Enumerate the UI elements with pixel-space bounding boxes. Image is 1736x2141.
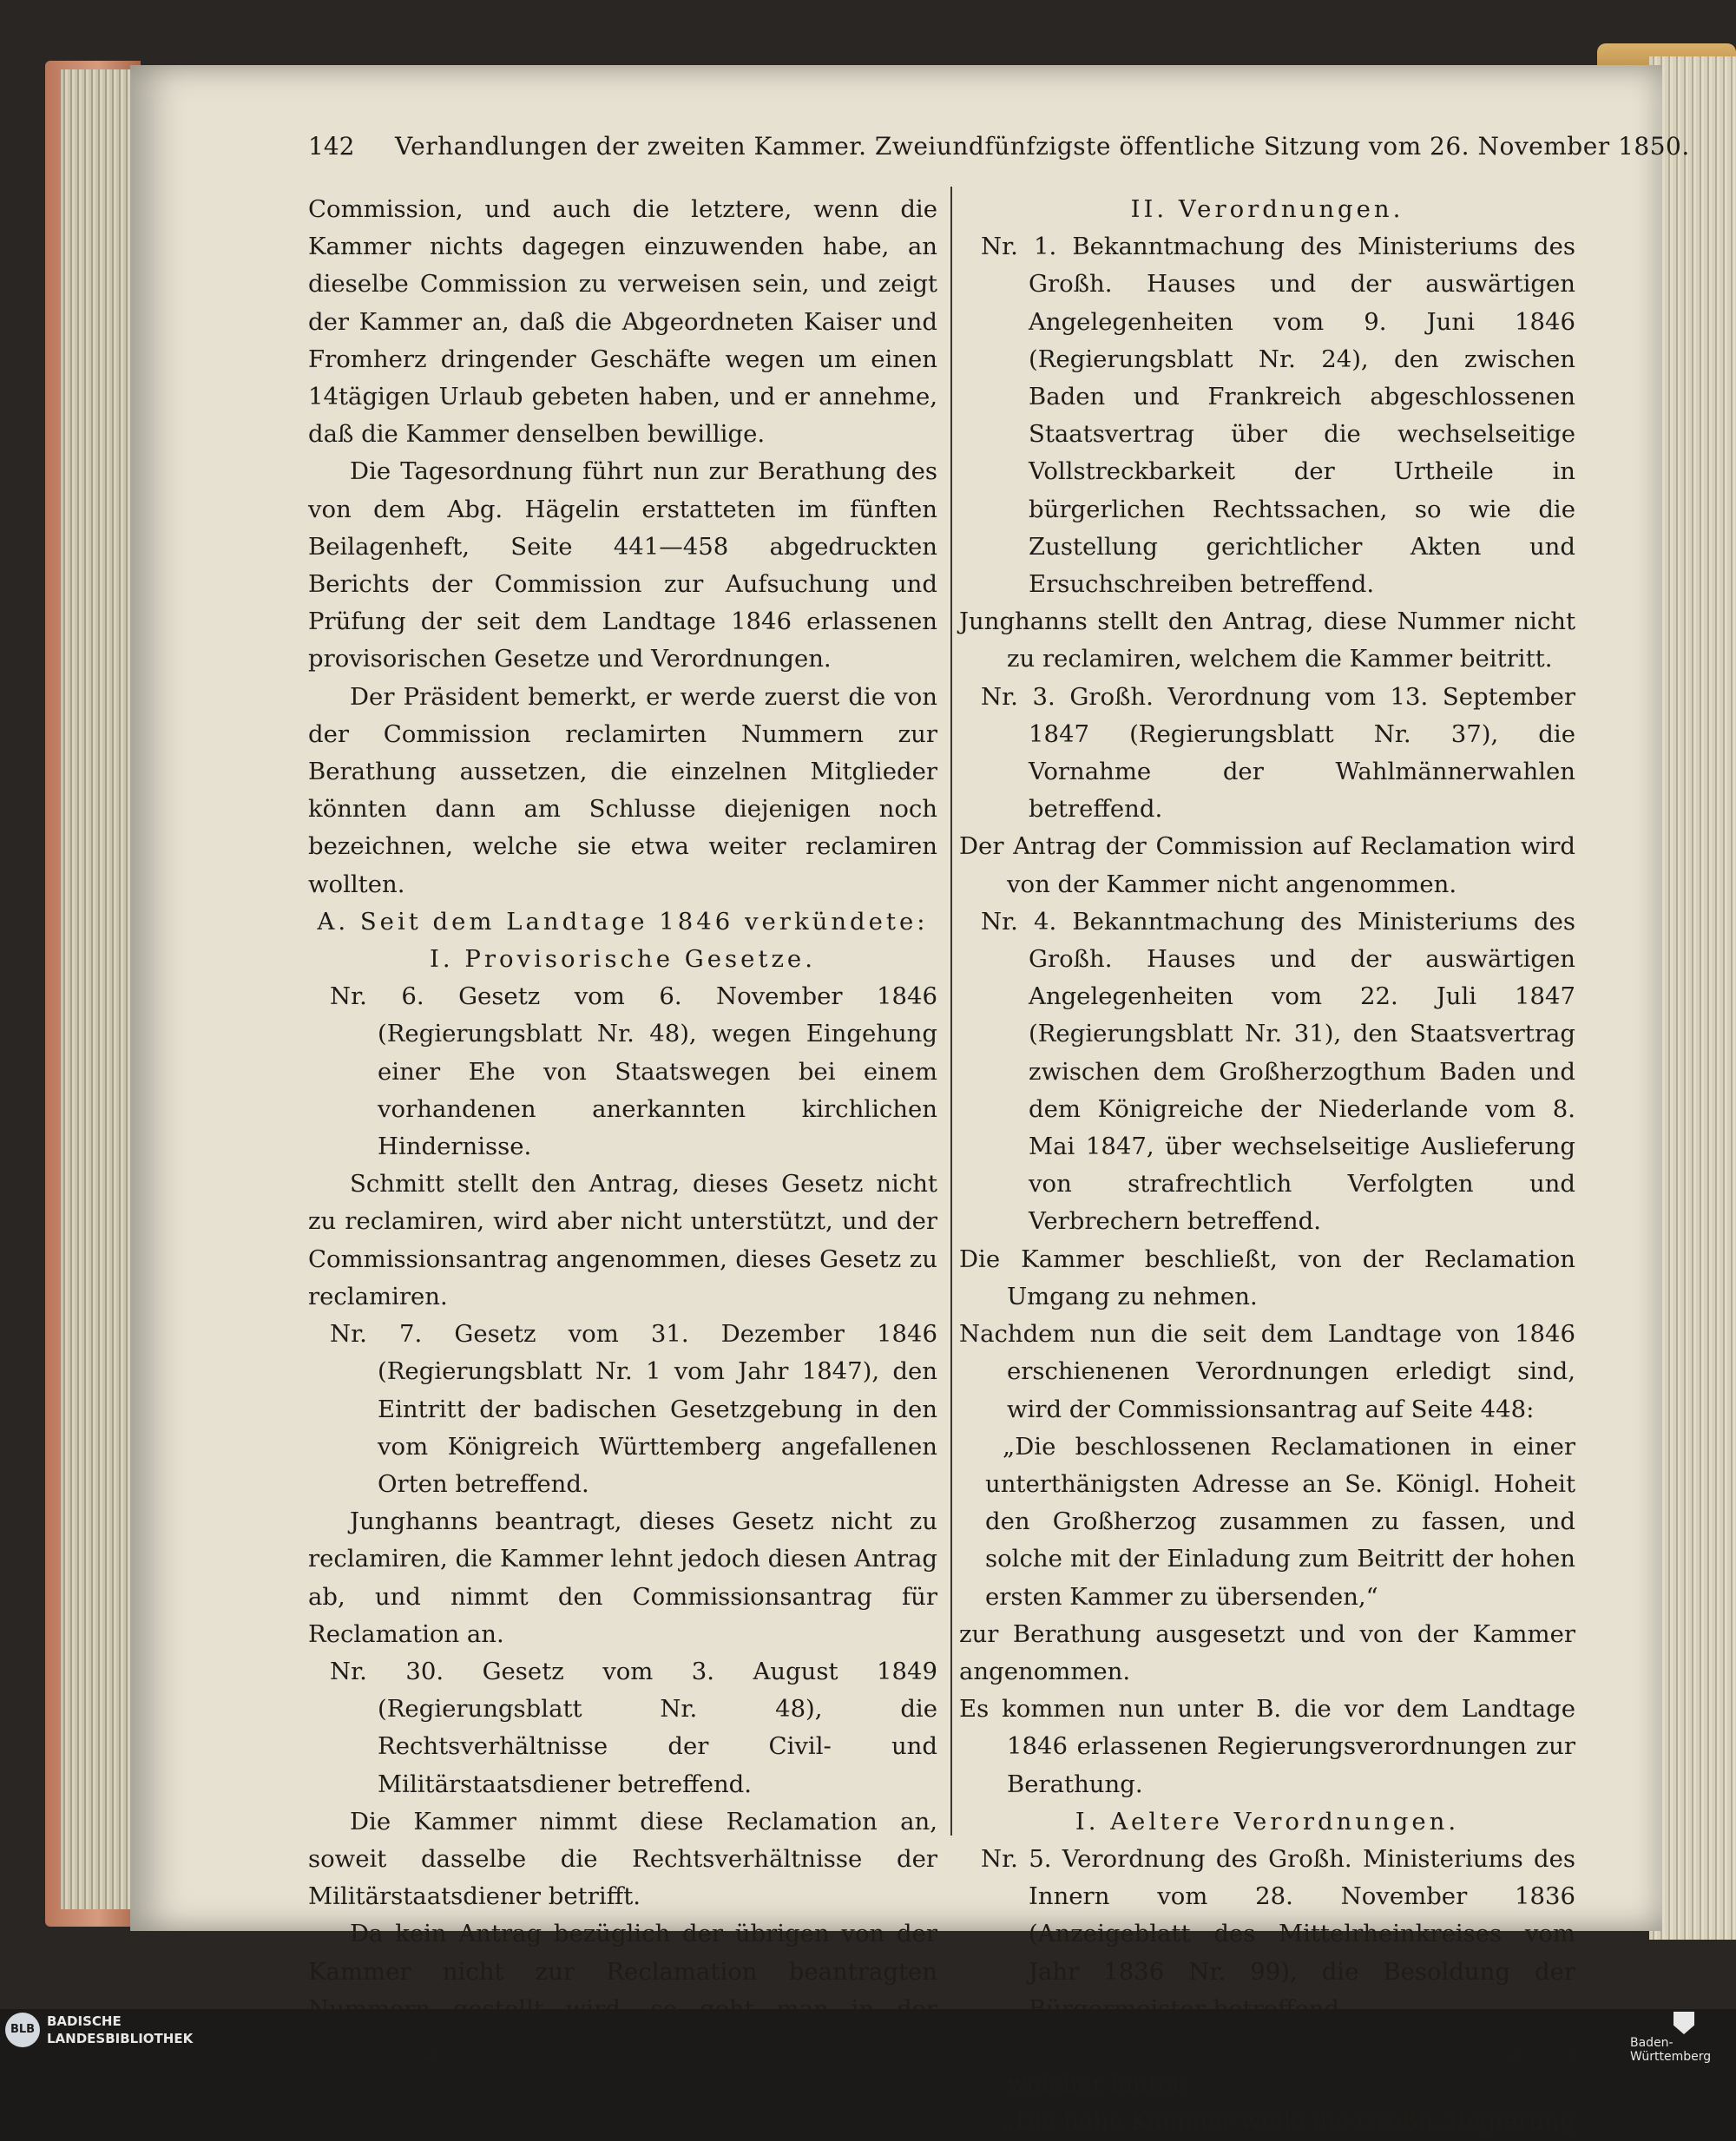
- list-item: Nr. 7. Gesetz vom 31. Dezember 1846 (Regierungsblatt Nr. 1 vom Jahr 1847), den Eintritt der badischen Gesetzgebung in den vom Königreich Württemberg angefallenen Orten betreffend.: [330, 1320, 937, 1498]
- page-edges-right: [1649, 56, 1736, 1940]
- right-column: [959, 191, 1575, 2141]
- list-item: Nr. 6. Gesetz vom 6. November 1846 (Regierungsblatt Nr. 48), wegen Eingehung einer Ehe von Staatswegen bei einem vorhandenen anerkannten kirchlichen Hindernisse.: [330, 982, 937, 1161]
- library-name: [47, 2013, 193, 2047]
- paragraph: Der Präsident bemerkt, er werde zuerst die von der Commission reclamirten Nummern zur Berathung aussetzen, die einzelnen Mitglieder könnten dann am Schlusse diejenigen noch bezeichnen, welche sie etwa weiter reclamiren wollten.: [308, 682, 937, 898]
- list-item: Nr. 4. Bekanntmachung des Ministeriums des Großh. Hauses und der auswärtigen Angelegenheiten vom 22. Juli 1847 (Regierungsblatt Nr. 31), den Staatsvertrag zwischen dem Großherzogthum Baden und dem Königreiche der Niederlande vom 8. Mai 1847, über wechselseitige Auslieferung von strafrechtlich Verfolgten und Verbrechern betreffend.: [981, 907, 1575, 1236]
- section-heading: II. Verordnungen.: [1130, 195, 1404, 223]
- page-edges-left: [61, 69, 135, 1909]
- quotation: „Die beschlossenen Reclamationen in einer unterthänigsten Adresse an Se. Königl. Hoheit den Großherzog zusammen zu fassen, und solche mit der Einladung zum Beitritt der hohen ersten Kammer zu übersenden,“: [985, 1432, 1575, 1611]
- quotation: „Die hohe Kammer wolle die Großh. Regierung: [1003, 2107, 1575, 2136]
- state-label: Baden-Württemberg: [1630, 2036, 1712, 2064]
- list-item: Nr. 3. Großh. Verordnung vom 13. September 1847 (Regierungsblatt Nr. 37), die Vornahme der Wahlmännerwahlen betreffend.: [981, 682, 1575, 824]
- paragraph: Schmitt stellt den Antrag, dieses Gesetz nicht zu reclamiren, wird aber nicht unterstützt, und der Commissionsantrag angenommen, dieses Gesetz zu reclamiren.: [308, 1170, 937, 1310]
- header-title: Verhandlungen der zweiten Kammer. Zweiundfünfzigste öffentliche Sitzung vom 26. November 1850.: [395, 132, 1690, 161]
- running-header: [308, 132, 1690, 168]
- list-item: Nr. 5. Verordnung des Großh. Ministeriums des Innern vom 28. November 1836 (Anzeigeblatt des Mittelrheinkreises vom Jahr 1836 Nr. 99), die Besoldung der: [981, 1844, 1575, 1986]
- section-heading: I. Provisorische Gesetze.: [430, 945, 816, 974]
- paragraph: Der Antrag der Commission auf Reclamation wird von der Kammer nicht angenommen.: [959, 832, 1575, 898]
- paragraph: Junghanns stellt den Antrag, diese Nummer nicht zu reclamiren, welchem die Kammer beitritt.: [959, 607, 1575, 673]
- left-column: [308, 191, 937, 2065]
- column-divider: [950, 187, 952, 1836]
- blb-logo-icon[interactable]: BLB: [5, 2013, 40, 2047]
- page-number: 142: [308, 132, 355, 161]
- section-heading: A. Seit dem Landtage 1846 verkündete:: [317, 907, 929, 936]
- paragraph: Commission, und auch die letztere, wenn die Kammer nichts dagegen einzuwenden habe, an dieselbe Commission zu verweisen sein, und zeigt der Kammer an, daß die Abgeordneten Kaiser und Fromherz dringender Geschäfte wegen um einen 14tägigen Urlaub gebeten haben, und er annehme, daß die Kammer denselben bewillige.: [308, 195, 937, 449]
- paragraph: Die Tagesordnung führt nun zur Berathung des von dem Abg. Hägelin erstatteten im fünften Beilagenheft, Seite 441—458 abgedruckten Berichts der Commission zur Aufsuchung und Prüfung der seit dem Landtage 1846 erlassenen provisorischen Gesetze und Verordnungen.: [308, 457, 937, 673]
- library-name-line2: LANDESBIBLIOTHEK: [47, 2031, 194, 2046]
- paragraph: Es kommen nun unter B. die vor dem Landtage 1846 erlassenen Regierungsverordnungen zur Berathung.: [959, 1695, 1575, 1798]
- paragraph: Nachdem nun die seit dem Landtage von 1846 erschienenen Verordnungen erledigt sind, wird der Commissionsantrag auf Seite 448:: [959, 1320, 1575, 1423]
- paragraph: Die Kammer beschließt, von der Reclamation Umgang zu nehmen.: [959, 1245, 1575, 1310]
- section-heading: I. Aeltere Verordnungen.: [1075, 1807, 1460, 1836]
- paragraph: zur Berathung ausgesetzt und von der Kammer angenommen.: [959, 1619, 1575, 1685]
- paragraph: Die Kammer nimmt diese Reclamation an, soweit dasselbe die Rechtsverhältnisse der Militärstaatsdiener betrifft.: [308, 1807, 937, 1911]
- library-name-line1: BADISCHE: [47, 2013, 122, 2029]
- paragraph: welcher lautet:: [1007, 2070, 1190, 2098]
- paragraph: Junghanns beantragt, dieses Gesetz nicht zu reclamiren, die Kammer lehnt jedoch diesen Antrag ab, und nimmt den Commissionsantrag für Reclamation an.: [308, 1507, 937, 1648]
- footer-bar: [0, 2009, 1736, 2054]
- list-item: Nr. 1. Bekanntmachung des Ministeriums des Großh. Hauses und der auswärtigen Angelegenheiten vom 9. Juni 1846 (Regierungsblatt Nr. 24), den zwischen Baden und Frankreich abgeschlossenen Staatsvertrag über die wechselseitige Vollstreckbarkeit der Urtheile in bürgerlichen Rechtssachen, so wie die Zustellung gerichtlicher Akten und Ersuchschreiben betreffend.: [981, 233, 1575, 599]
- list-item: Nr. 30. Gesetz vom 3. August 1849 (Regierungsblatt Nr. 48), die Rechtsverhältnisse der Civil- und Militärstaatsdiener betreffend.: [330, 1657, 937, 1798]
- paragraph: Da kein Antrag bezüglich der übrigen von der Kammer nicht zur Reclamation beantragten: [308, 1920, 937, 1986]
